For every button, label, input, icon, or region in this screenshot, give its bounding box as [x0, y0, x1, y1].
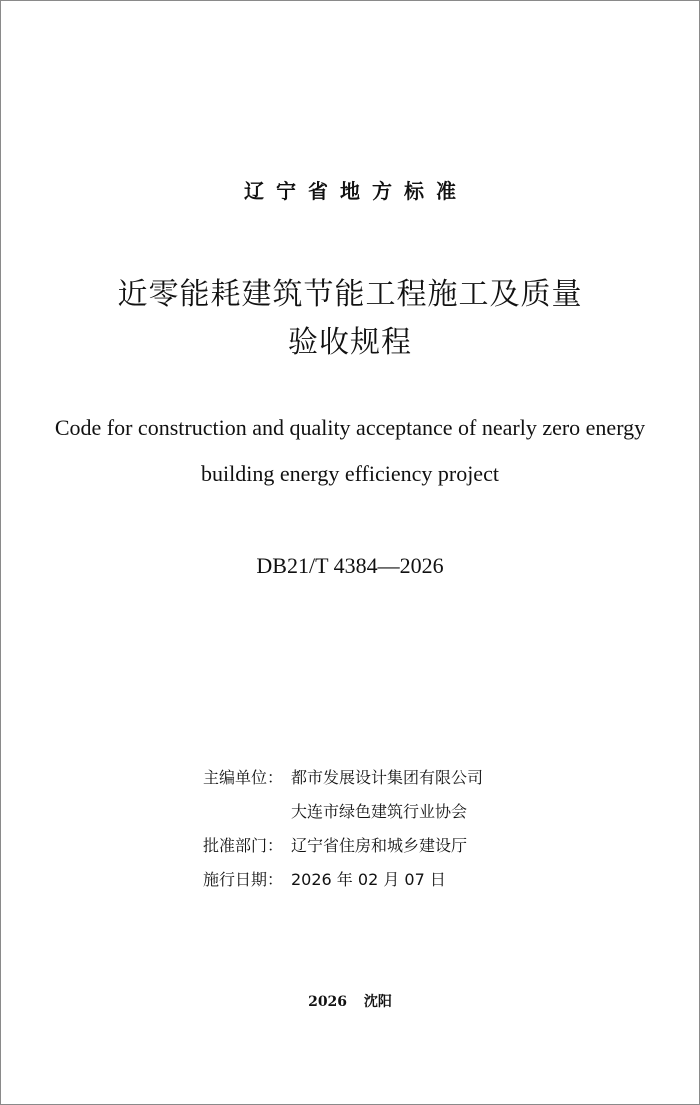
- editor-value-1: 都市发展设计集团有限公司: [291, 768, 484, 787]
- title-english-line-2: building energy efficiency project: [201, 461, 499, 486]
- approver-value: 辽宁省住房和城乡建设厅: [291, 836, 468, 855]
- effective-date-label: 施行日期：: [203, 870, 284, 889]
- editor-value-2: 大连市绿色建筑行业协会: [291, 802, 468, 821]
- title-chinese-line-1: 近零能耗建筑节能工程施工及质量: [117, 277, 583, 312]
- effective-date-row: [203, 863, 483, 897]
- editor-label-spacer: [203, 795, 291, 829]
- standard-type-heading: 辽宁省地方标准: [244, 179, 468, 203]
- effective-date-value: 2026 年 02 月 07 日: [291, 870, 446, 889]
- editor-row-2: [203, 795, 483, 829]
- standard-number: DB21/T 4384—2026: [256, 553, 444, 578]
- title-chinese-line-2: 验收规程: [288, 325, 412, 360]
- editor-label: 主编单位：: [203, 768, 284, 787]
- title-english-line-1: Code for construction and quality acceptance of nearly zero energy: [54, 415, 646, 440]
- publication-year-place: 2026 沈阳: [308, 994, 392, 1010]
- publication-info: [203, 761, 483, 897]
- editor-row: [203, 761, 483, 795]
- approver-label: 批准部门：: [203, 836, 284, 855]
- approver-row: [203, 829, 483, 863]
